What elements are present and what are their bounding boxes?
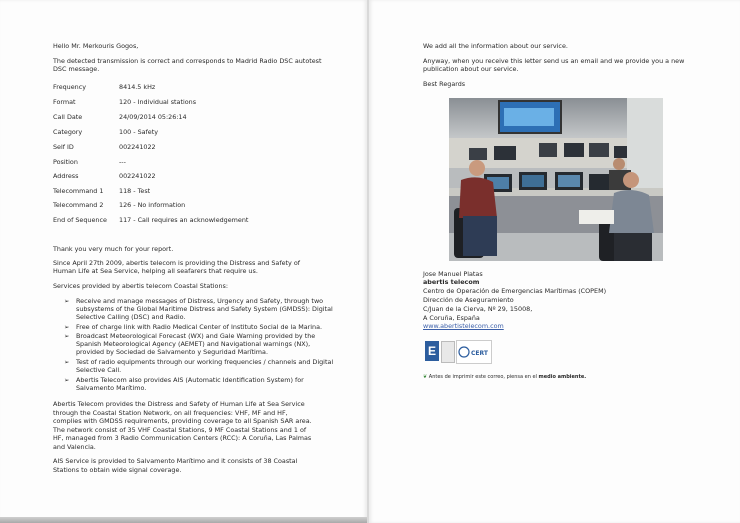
regards-text: Best Regards <box>423 80 466 88</box>
e-quality-badge: E <box>425 341 439 361</box>
field-label: Telecommand 2 <box>53 201 104 209</box>
bullet-arrow-icon: ➢ <box>64 358 70 366</box>
anyway-text-cont: publication about our service. <box>423 65 519 73</box>
greeting: Hello Mr. Merkouris Gogos, <box>53 42 139 50</box>
anyway-text: Anyway, when you receive this letter send us an email and we provide you a new <box>423 57 685 65</box>
field-value: --- <box>119 158 126 166</box>
list-item: Broadcast Meteorological Forecast (WX) and Gale Warning provided by the Spanish Meteorological Agency (AEMET) and Navigational warnings (NX), provided by Sociedad de Salvamento y Seguridad Marítima. <box>76 332 316 357</box>
bullet-arrow-icon: ➢ <box>64 332 70 340</box>
cert-badge <box>456 340 492 364</box>
field-value: 126 - No information <box>119 201 186 209</box>
field-value: 118 - Test <box>119 187 151 195</box>
control-room-photo <box>449 98 663 261</box>
field-label: Call Date <box>53 113 83 121</box>
intro-text: The detected transmission is correct and corresponds to Madrid Radio DSC autotest <box>53 57 322 65</box>
signature-name: Jose Manuel Platas <box>423 270 483 278</box>
bullet-arrow-icon: ➢ <box>64 323 70 331</box>
leaf-icon: ❦ <box>423 374 428 380</box>
field-value: 24/09/2014 05:26:14 <box>119 113 187 121</box>
services-heading: Services provided by abertis telecom Coastal Stations: <box>53 282 228 290</box>
cert-badge-label: CERT <box>471 350 488 357</box>
page-edge <box>0 517 367 523</box>
field-value: 8414.5 kHz <box>119 83 156 91</box>
signature-street: C/Juan de la Cierva, Nº 29, 15008, <box>423 305 533 313</box>
field-value: 120 - Individual stations <box>119 98 197 106</box>
field-label: Format <box>53 98 76 106</box>
list-item: Test of radio equipments through our working frequencies / channels and Digital Selective Call. <box>76 358 334 375</box>
field-value: 002241022 <box>119 143 156 151</box>
signature-city: A Coruña, España <box>423 314 480 322</box>
list-item: Receive and manage messages of Distress, Urgency and Safety, through two subsystems of the Global Maritime Distress and Safety System (GMDSS): Digital Selective Calling (DSC) and Radio. <box>76 297 333 322</box>
field-label: Telecommand 1 <box>53 187 104 195</box>
website-link[interactable]: www.abertistelecom.com <box>423 322 504 330</box>
field-label: Category <box>53 128 83 136</box>
field-label: Address <box>53 172 79 180</box>
field-label: Self ID <box>53 143 74 151</box>
bullet-arrow-icon: ➢ <box>64 376 70 384</box>
thanks-text: Thank you very much for your report. <box>53 245 174 253</box>
iso-badge <box>441 341 455 363</box>
coastal-network-paragraph: Abertis Telecom provides the Distress and Safety of Human Life at Sea Service through the Coastal Station Network, on all frequencies: VHF, MF and HF, complies with GMDSS requirements, providing coverage to all Spanish SAR area. The network consist of 35 VHF Coastal Stations, 9 MF Coastal Stations and 1 of HF, managed from 3 Radio Communication Centers (RCC): A Coruña, Las Palmas and Valencia. <box>53 400 312 451</box>
ais-paragraph: AIS Service is provided to Salvamento Marítimo and it consists of 38 Coastal Stations to obtain wide signal coverage. <box>53 457 298 474</box>
letter-page-left <box>0 0 367 523</box>
since-text-cont: Human Life at Sea Service, helping all seafarers that require us. <box>53 267 258 275</box>
signature-direction: Dirección de Aseguramiento <box>423 296 514 304</box>
list-item: Abertis Telecom also provides AIS (Automatic Identification System) for Salvamento Marítimo. <box>76 376 304 393</box>
info-text: We add all the information about our service. <box>423 42 568 50</box>
intro-text-cont: DSC message. <box>53 65 100 73</box>
field-label: Frequency <box>53 83 87 91</box>
eco-note-bold: medio ambiente. <box>538 374 587 380</box>
field-value: 002241022 <box>119 172 156 180</box>
field-label: End of Sequence <box>53 216 107 224</box>
letter-page-right <box>369 0 740 523</box>
eco-note <box>423 373 586 382</box>
field-value: 100 - Safety <box>119 128 159 136</box>
signature-company: abertis telecom <box>423 278 480 286</box>
field-label: Position <box>53 158 78 166</box>
bullet-arrow-icon: ➢ <box>64 297 70 305</box>
since-text: Since April 27th 2009, abertis telecom is providing the Distress and Safety of <box>53 259 301 267</box>
signature-dept: Centro de Operación de Emergencias Marítimas (COPEM) <box>423 287 607 295</box>
list-item: Free of charge link with Radio Medical Center of Instituto Social de la Marina. <box>76 323 323 331</box>
field-value: 117 - Call requires an acknowledgement <box>119 216 249 224</box>
eco-note-text: Antes de imprimir este correo, piensa en el <box>428 374 539 380</box>
